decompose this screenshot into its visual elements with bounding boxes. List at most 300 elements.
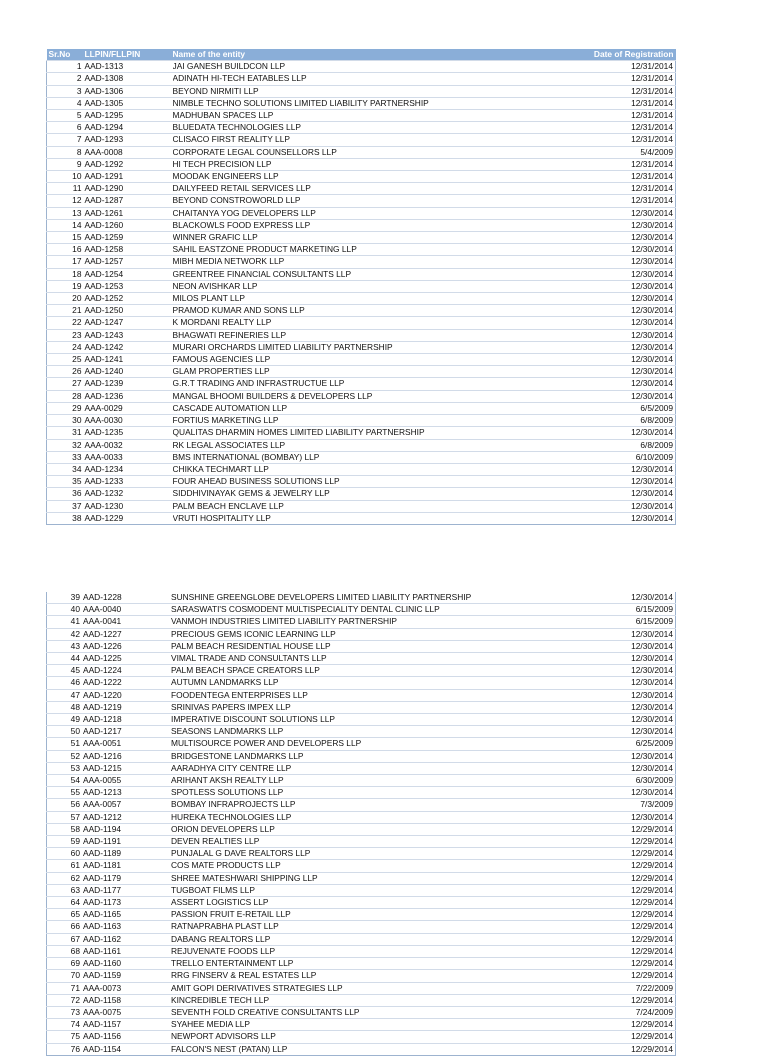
cell-llpin: AAD-1162 [82,933,171,945]
table-row [47,366,676,378]
cell-llpin: AAD-1225 [82,653,171,665]
cell-registration-date: 6/15/2009 [571,604,676,616]
cell-registration-date: 12/30/2014 [573,305,676,317]
table-row [47,329,676,341]
cell-sr-no: 12 [47,195,84,207]
cell-entity-name: SIDDHIVINAYAK GEMS & JEWELRY LLP [173,488,573,500]
table-row [47,293,676,305]
cell-llpin: AAD-1254 [84,268,173,280]
cell-registration-date: 12/29/2014 [571,909,676,921]
cell-sr-no: 38 [47,512,84,524]
cell-sr-no: 70 [47,970,83,982]
cell-llpin: AAD-1230 [84,500,173,512]
cell-entity-name: SARASWATI'S COSMODENT MULTISPECIALITY DENTAL CLINIC LLP [171,604,571,616]
header-llpin: LLPIN/FLLPIN [84,49,173,61]
table-row [47,219,676,231]
cell-registration-date: 7/24/2009 [571,1006,676,1018]
table-row [47,341,676,353]
cell-registration-date: 12/30/2014 [573,256,676,268]
table-row [47,958,676,970]
cell-sr-no: 10 [47,171,84,183]
cell-entity-name: ADINATH HI-TECH EATABLES LLP [173,73,573,85]
cell-entity-name: SHREE MATESHWARI SHIPPING LLP [171,872,571,884]
table-row [47,604,676,616]
cell-registration-date: 12/30/2014 [573,512,676,524]
cell-sr-no: 19 [47,280,84,292]
cell-registration-date: 12/30/2014 [571,640,676,652]
cell-llpin: AAD-1212 [82,811,171,823]
cell-entity-name: PALM BEACH ENCLAVE LLP [173,500,573,512]
cell-entity-name: G.R.T TRADING AND INFRASTRUCTUE LLP [173,378,573,390]
cell-entity-name: MILOS PLANT LLP [173,293,573,305]
cell-sr-no: 42 [47,628,83,640]
table-row [47,665,676,677]
table-row [47,134,676,146]
cell-entity-name: TUGBOAT FILMS LLP [171,884,571,896]
table-row [47,921,676,933]
cell-sr-no: 47 [47,689,83,701]
table-row [47,750,676,762]
cell-entity-name: BLUEDATA TECHNOLOGIES LLP [173,122,573,134]
table-row [47,933,676,945]
cell-registration-date: 12/30/2014 [571,726,676,738]
cell-registration-date: 12/30/2014 [571,750,676,762]
cell-llpin: AAD-1291 [84,171,173,183]
cell-llpin: AAD-1220 [82,689,171,701]
table-row [47,158,676,170]
table-row [47,775,676,787]
table-row [47,872,676,884]
cell-registration-date: 12/29/2014 [571,1031,676,1043]
cell-registration-date: 12/29/2014 [571,933,676,945]
cell-entity-name: ASSERT LOGISTICS LLP [171,897,571,909]
cell-registration-date: 12/30/2014 [573,488,676,500]
cell-llpin: AAA-0057 [82,799,171,811]
cell-registration-date: 12/29/2014 [571,1019,676,1031]
cell-registration-date: 12/30/2014 [573,207,676,219]
cell-entity-name: CLISACO FIRST REALITY LLP [173,134,573,146]
cell-entity-name: PASSION FRUIT E-RETAIL LLP [171,909,571,921]
table-row [47,836,676,848]
cell-sr-no: 60 [47,848,83,860]
cell-sr-no: 59 [47,836,83,848]
cell-sr-no: 76 [47,1043,83,1055]
cell-entity-name: KINCREDIBLE TECH LLP [171,994,571,1006]
table-row [47,970,676,982]
cell-registration-date: 12/29/2014 [571,836,676,848]
cell-registration-date: 12/30/2014 [571,677,676,689]
cell-sr-no: 54 [47,775,83,787]
table-row [47,122,676,134]
table-row [47,463,676,475]
table-row [47,787,676,799]
cell-registration-date: 12/30/2014 [573,390,676,402]
cell-sr-no: 45 [47,665,83,677]
cell-llpin: AAD-1213 [82,787,171,799]
table-body [47,61,676,525]
cell-entity-name: NEWPORT ADVISORS LLP [171,1031,571,1043]
cell-entity-name: AMIT GOPI DERIVATIVES STRATEGIES LLP [171,982,571,994]
cell-entity-name: NEON AVISHKAR LLP [173,280,573,292]
cell-entity-name: BRIDGESTONE LANDMARKS LLP [171,750,571,762]
cell-sr-no: 27 [47,378,84,390]
cell-registration-date: 12/29/2014 [571,945,676,957]
cell-sr-no: 4 [47,97,84,109]
cell-entity-name: MIBH MEDIA NETWORK LLP [173,256,573,268]
cell-entity-name: AUTUMN LANDMARKS LLP [171,677,571,689]
cell-llpin: AAA-0041 [82,616,171,628]
header-sr-no: Sr.No [47,49,84,61]
cell-sr-no: 67 [47,933,83,945]
table-row [47,110,676,122]
cell-registration-date: 12/31/2014 [573,97,676,109]
cell-entity-name: TRELLO ENTERTAINMENT LLP [171,958,571,970]
cell-registration-date: 7/3/2009 [571,799,676,811]
cell-sr-no: 1 [47,61,84,73]
cell-registration-date: 12/29/2014 [571,884,676,896]
cell-entity-name: MOODAK ENGINEERS LLP [173,171,573,183]
cell-llpin: AAD-1239 [84,378,173,390]
cell-sr-no: 35 [47,476,84,488]
cell-sr-no: 50 [47,726,83,738]
table-row [47,512,676,524]
cell-sr-no: 13 [47,207,84,219]
cell-llpin: AAD-1242 [84,341,173,353]
cell-sr-no: 48 [47,701,83,713]
cell-entity-name: NIMBLE TECHNO SOLUTIONS LIMITED LIABILITY PARTNERSHIP [173,97,573,109]
table-row [47,61,676,73]
cell-llpin: AAD-1305 [84,97,173,109]
cell-llpin: AAD-1236 [84,390,173,402]
table-row [47,256,676,268]
cell-entity-name: RRG FINSERV & REAL ESTATES LLP [171,970,571,982]
table-row [47,207,676,219]
cell-registration-date: 12/29/2014 [571,860,676,872]
cell-entity-name: COS MATE PRODUCTS LLP [171,860,571,872]
cell-entity-name: CORPORATE LEGAL COUNSELLORS LLP [173,146,573,158]
table-row [47,195,676,207]
cell-llpin: AAD-1227 [82,628,171,640]
cell-sr-no: 29 [47,402,84,414]
cell-llpin: AAD-1258 [84,244,173,256]
cell-registration-date: 12/31/2014 [573,73,676,85]
cell-llpin: AAA-0033 [84,451,173,463]
cell-llpin: AAD-1308 [84,73,173,85]
cell-entity-name: PUNJALAL G DAVE REALTORS LLP [171,848,571,860]
cell-llpin: AAA-0073 [82,982,171,994]
cell-entity-name: DEVEN REALTIES LLP [171,836,571,848]
cell-registration-date: 6/25/2009 [571,738,676,750]
cell-sr-no: 25 [47,354,84,366]
table-row [47,762,676,774]
cell-registration-date: 12/30/2014 [573,329,676,341]
table-row [47,476,676,488]
table-row [47,402,676,414]
cell-registration-date: 12/30/2014 [571,653,676,665]
cell-sr-no: 58 [47,823,83,835]
cell-sr-no: 56 [47,799,83,811]
cell-llpin: AAD-1173 [82,897,171,909]
cell-llpin: AAD-1181 [82,860,171,872]
table-row [47,860,676,872]
cell-entity-name: GREENTREE FINANCIAL CONSULTANTS LLP [173,268,573,280]
cell-llpin: AAD-1228 [82,592,171,604]
table-row [47,726,676,738]
cell-sr-no: 51 [47,738,83,750]
table-row [47,701,676,713]
cell-sr-no: 39 [47,592,83,604]
cell-registration-date: 6/8/2009 [573,439,676,451]
cell-registration-date: 12/30/2014 [571,665,676,677]
cell-entity-name: K MORDANI REALTY LLP [173,317,573,329]
cell-registration-date: 12/30/2014 [573,219,676,231]
cell-llpin: AAD-1235 [84,427,173,439]
cell-registration-date: 12/30/2014 [571,762,676,774]
cell-llpin: AAD-1233 [84,476,173,488]
table-row [47,628,676,640]
cell-sr-no: 52 [47,750,83,762]
table-row [47,653,676,665]
table-row [47,378,676,390]
cell-llpin: AAD-1165 [82,909,171,921]
cell-llpin: AAA-0055 [82,775,171,787]
table-row [47,244,676,256]
cell-entity-name: QUALITAS DHARMIN HOMES LIMITED LIABILITY PARTNERSHIP [173,427,573,439]
cell-sr-no: 22 [47,317,84,329]
table-row [47,677,676,689]
cell-entity-name: MANGAL BHOOMI BUILDERS & DEVELOPERS LLP [173,390,573,402]
cell-registration-date: 12/30/2014 [571,811,676,823]
table-row [47,714,676,726]
table-row [47,232,676,244]
cell-sr-no: 11 [47,183,84,195]
table-body [47,592,676,1055]
cell-llpin: AAD-1160 [82,958,171,970]
cell-registration-date: 12/30/2014 [573,293,676,305]
cell-registration-date: 12/30/2014 [571,714,676,726]
cell-sr-no: 2 [47,73,84,85]
table-row [47,317,676,329]
cell-sr-no: 71 [47,982,83,994]
cell-sr-no: 18 [47,268,84,280]
cell-entity-name: VRUTI HOSPITALITY LLP [173,512,573,524]
cell-sr-no: 40 [47,604,83,616]
cell-llpin: AAD-1260 [84,219,173,231]
cell-sr-no: 16 [47,244,84,256]
table-row [47,616,676,628]
table-row [47,1031,676,1043]
cell-sr-no: 74 [47,1019,83,1031]
cell-entity-name: VIMAL TRADE AND CONSULTANTS LLP [171,653,571,665]
cell-entity-name: RATNAPRABHA PLAST LLP [171,921,571,933]
cell-entity-name: PALM BEACH RESIDENTIAL HOUSE LLP [171,640,571,652]
table-row [47,897,676,909]
cell-llpin: AAD-1293 [84,134,173,146]
cell-registration-date: 12/31/2014 [573,110,676,122]
table-row [47,439,676,451]
cell-llpin: AAD-1158 [82,994,171,1006]
cell-entity-name: SAHIL EASTZONE PRODUCT MARKETING LLP [173,244,573,256]
cell-registration-date: 12/30/2014 [571,787,676,799]
cell-entity-name: PALM BEACH SPACE CREATORS LLP [171,665,571,677]
cell-sr-no: 20 [47,293,84,305]
cell-sr-no: 44 [47,653,83,665]
table-row [47,183,676,195]
cell-registration-date: 6/8/2009 [573,415,676,427]
cell-llpin: AAA-0051 [82,738,171,750]
table-row [47,146,676,158]
cell-llpin: AAD-1154 [82,1043,171,1055]
cell-entity-name: FALCON'S NEST (PATAN) LLP [171,1043,571,1055]
cell-entity-name: DABANG REALTORS LLP [171,933,571,945]
llp-table-page-1 [46,49,676,525]
cell-registration-date: 6/10/2009 [573,451,676,463]
cell-sr-no: 66 [47,921,83,933]
cell-llpin: AAD-1161 [82,945,171,957]
cell-sr-no: 17 [47,256,84,268]
cell-registration-date: 12/29/2014 [571,1043,676,1055]
cell-sr-no: 53 [47,762,83,774]
table-row [47,427,676,439]
cell-llpin: AAD-1290 [84,183,173,195]
cell-registration-date: 6/30/2009 [571,775,676,787]
cell-llpin: AAA-0075 [82,1006,171,1018]
cell-registration-date: 12/29/2014 [571,921,676,933]
cell-registration-date: 12/31/2014 [573,195,676,207]
cell-sr-no: 69 [47,958,83,970]
cell-llpin: AAD-1157 [82,1019,171,1031]
table-row [47,592,676,604]
cell-registration-date: 12/31/2014 [573,183,676,195]
cell-llpin: AAD-1159 [82,970,171,982]
cell-entity-name: BEYOND NIRMITI LLP [173,85,573,97]
cell-sr-no: 64 [47,897,83,909]
cell-sr-no: 9 [47,158,84,170]
cell-llpin: AAD-1252 [84,293,173,305]
table-row [47,909,676,921]
cell-llpin: AAD-1215 [82,762,171,774]
cell-entity-name: MULTISOURCE POWER AND DEVELOPERS LLP [171,738,571,750]
cell-entity-name: BHAGWATI REFINERIES LLP [173,329,573,341]
cell-registration-date: 12/31/2014 [573,85,676,97]
cell-sr-no: 31 [47,427,84,439]
cell-sr-no: 5 [47,110,84,122]
cell-sr-no: 34 [47,463,84,475]
table-row [47,171,676,183]
cell-entity-name: PRECIOUS GEMS ICONIC LEARNING LLP [171,628,571,640]
cell-entity-name: FAMOUS AGENCIES LLP [173,354,573,366]
cell-sr-no: 36 [47,488,84,500]
cell-sr-no: 41 [47,616,83,628]
cell-llpin: AAD-1313 [84,61,173,73]
table-row [47,994,676,1006]
table-row [47,85,676,97]
cell-registration-date: 6/15/2009 [571,616,676,628]
table-row [47,1019,676,1031]
cell-sr-no: 33 [47,451,84,463]
cell-entity-name: RK LEGAL ASSOCIATES LLP [173,439,573,451]
cell-registration-date: 6/5/2009 [573,402,676,414]
cell-registration-date: 12/30/2014 [573,366,676,378]
cell-llpin: AAD-1241 [84,354,173,366]
cell-registration-date: 12/29/2014 [571,848,676,860]
cell-sr-no: 65 [47,909,83,921]
table-row [47,488,676,500]
cell-llpin: AAD-1229 [84,512,173,524]
cell-sr-no: 75 [47,1031,83,1043]
cell-llpin: AAD-1243 [84,329,173,341]
cell-registration-date: 12/29/2014 [571,897,676,909]
cell-llpin: AAA-0030 [84,415,173,427]
cell-entity-name: FORTIUS MARKETING LLP [173,415,573,427]
cell-llpin: AAD-1253 [84,280,173,292]
cell-registration-date: 12/30/2014 [573,354,676,366]
cell-llpin: AAD-1287 [84,195,173,207]
table-row [47,1043,676,1055]
cell-entity-name: AARADHYA CITY CENTRE LLP [171,762,571,774]
cell-entity-name: SEASONS LANDMARKS LLP [171,726,571,738]
cell-llpin: AAD-1177 [82,884,171,896]
cell-llpin: AAD-1294 [84,122,173,134]
cell-registration-date: 12/30/2014 [573,244,676,256]
header-registration-date: Date of Registration [573,49,676,61]
cell-sr-no: 49 [47,714,83,726]
cell-registration-date: 12/31/2014 [573,134,676,146]
llp-table-page-2 [46,592,676,1056]
cell-sr-no: 26 [47,366,84,378]
cell-sr-no: 3 [47,85,84,97]
cell-entity-name: SPOTLESS SOLUTIONS LLP [171,787,571,799]
cell-sr-no: 24 [47,341,84,353]
cell-entity-name: WINNER GRAFIC LLP [173,232,573,244]
cell-llpin: AAD-1259 [84,232,173,244]
table-row [47,823,676,835]
cell-sr-no: 32 [47,439,84,451]
cell-entity-name: HI TECH PRECISION LLP [173,158,573,170]
cell-llpin: AAD-1295 [84,110,173,122]
cell-llpin: AAD-1234 [84,463,173,475]
cell-llpin: AAD-1163 [82,921,171,933]
table-row [47,500,676,512]
table-row [47,799,676,811]
cell-entity-name: CHAITANYA YOG DEVELOPERS LLP [173,207,573,219]
table-row [47,640,676,652]
cell-sr-no: 15 [47,232,84,244]
cell-llpin: AAD-1217 [82,726,171,738]
cell-entity-name: ORION DEVELOPERS LLP [171,823,571,835]
cell-entity-name: DAILYFEED RETAIL SERVICES LLP [173,183,573,195]
cell-sr-no: 68 [47,945,83,957]
cell-entity-name: REJUVENATE FOODS LLP [171,945,571,957]
cell-registration-date: 12/29/2014 [571,970,676,982]
table-row [47,390,676,402]
cell-llpin: AAD-1189 [82,848,171,860]
cell-entity-name: GLAM PROPERTIES LLP [173,366,573,378]
cell-llpin: AAD-1306 [84,85,173,97]
table-row [47,97,676,109]
cell-entity-name: BOMBAY INFRAPROJECTS LLP [171,799,571,811]
cell-llpin: AAD-1156 [82,1031,171,1043]
cell-sr-no: 7 [47,134,84,146]
cell-entity-name: FOUR AHEAD BUSINESS SOLUTIONS LLP [173,476,573,488]
cell-registration-date: 12/30/2014 [573,500,676,512]
cell-llpin: AAD-1250 [84,305,173,317]
table-row [47,305,676,317]
cell-llpin: AAA-0032 [84,439,173,451]
cell-entity-name: SEVENTH FOLD CREATIVE CONSULTANTS LLP [171,1006,571,1018]
cell-sr-no: 43 [47,640,83,652]
cell-registration-date: 12/30/2014 [573,280,676,292]
